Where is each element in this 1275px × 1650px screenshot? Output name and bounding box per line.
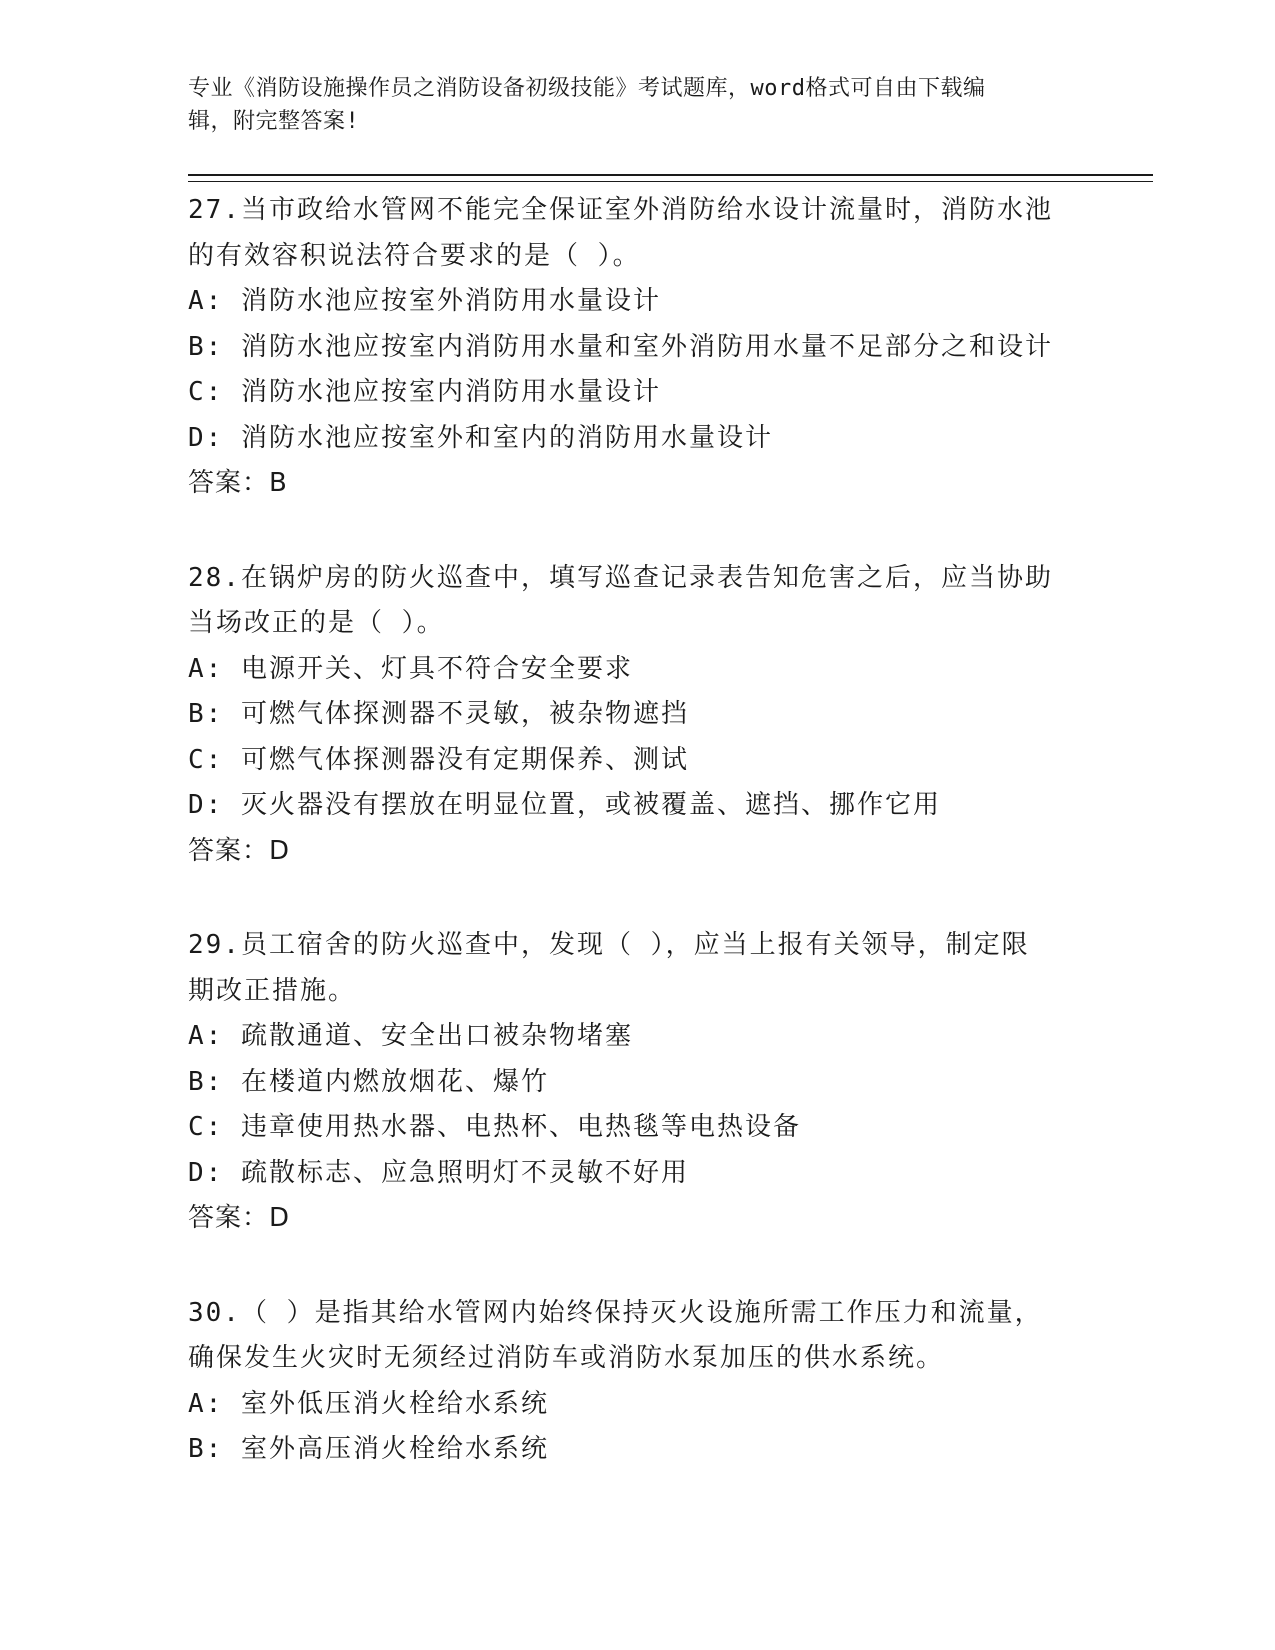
option-c: C: 可燃气体探测器没有定期保养、测试 — [188, 744, 689, 775]
question-stem: 30.（ ）是指其给水管网内始终保持灭火设施所需工作压力和流量， — [188, 1297, 1043, 1328]
question-list — [188, 188, 1088, 1522]
question-stem: 期改正措施。 — [188, 975, 357, 1006]
option-b: B: 在楼道内燃放烟花、爆竹 — [188, 1066, 549, 1097]
option-d: D: 灭火器没有摆放在明显位置，或被覆盖、遮挡、挪作它用 — [188, 790, 941, 820]
document-header — [188, 72, 1068, 138]
option-a: A: 消防水池应按室外消防用水量设计 — [188, 286, 661, 316]
option-b: B: 消防水池应按室内消防用水量和室外消防用水量不足部分之和设计 — [188, 331, 1053, 362]
answer: 答案：D — [188, 835, 291, 866]
header-divider — [188, 174, 1153, 176]
option-b: B: 可燃气体探测器不灵敏，被杂物遮挡 — [188, 699, 689, 729]
option-d: D: 疏散标志、应急照明灯不灵敏不好用 — [188, 1157, 689, 1188]
question-30 — [188, 1291, 1088, 1473]
question-stem: 28.在锅炉房的防火巡查中，填写巡查记录表告知危害之后，应当协助 — [188, 562, 1053, 593]
question-stem: 的有效容积说法符合要求的是（ ）。 — [188, 240, 641, 271]
answer: 答案：B — [188, 468, 288, 498]
question-stem: 29.员工宿舍的防火巡查中，发现（ ），应当上报有关领导，制定限 — [188, 930, 1030, 960]
option-a: A: 室外低压消火栓给水系统 — [188, 1388, 549, 1419]
question-29 — [188, 923, 1088, 1242]
option-d: D: 消防水池应按室外和室内的消防用水量设计 — [188, 422, 773, 453]
question-stem: 27.当市政给水管网不能完全保证室外消防给水设计流量时，消防水池 — [188, 195, 1053, 225]
question-27 — [188, 188, 1088, 507]
header-line: 专业《消防设施操作员之消防设备初级技能》考试题库，word格式可自由下载编 — [188, 76, 986, 101]
header-line: 辑，附完整答案! — [188, 109, 360, 134]
question-stem: 确保发生火灾时无须经过消防车或消防水泵加压的供水系统。 — [188, 1343, 945, 1373]
option-a: A: 疏散通道、安全出口被杂物堵塞 — [188, 1021, 633, 1051]
header-divider-thin — [188, 181, 1153, 182]
option-b: B: 室外高压消火栓给水系统 — [188, 1434, 549, 1464]
option-c: C: 违章使用热水器、电热杯、电热毯等电热设备 — [188, 1112, 801, 1142]
option-a: A: 电源开关、灯具不符合安全要求 — [188, 653, 633, 684]
option-c: C: 消防水池应按室内消防用水量设计 — [188, 377, 661, 407]
answer: 答案：D — [188, 1203, 291, 1233]
question-stem: 当场改正的是（ ）。 — [188, 608, 445, 638]
question-28 — [188, 556, 1088, 875]
